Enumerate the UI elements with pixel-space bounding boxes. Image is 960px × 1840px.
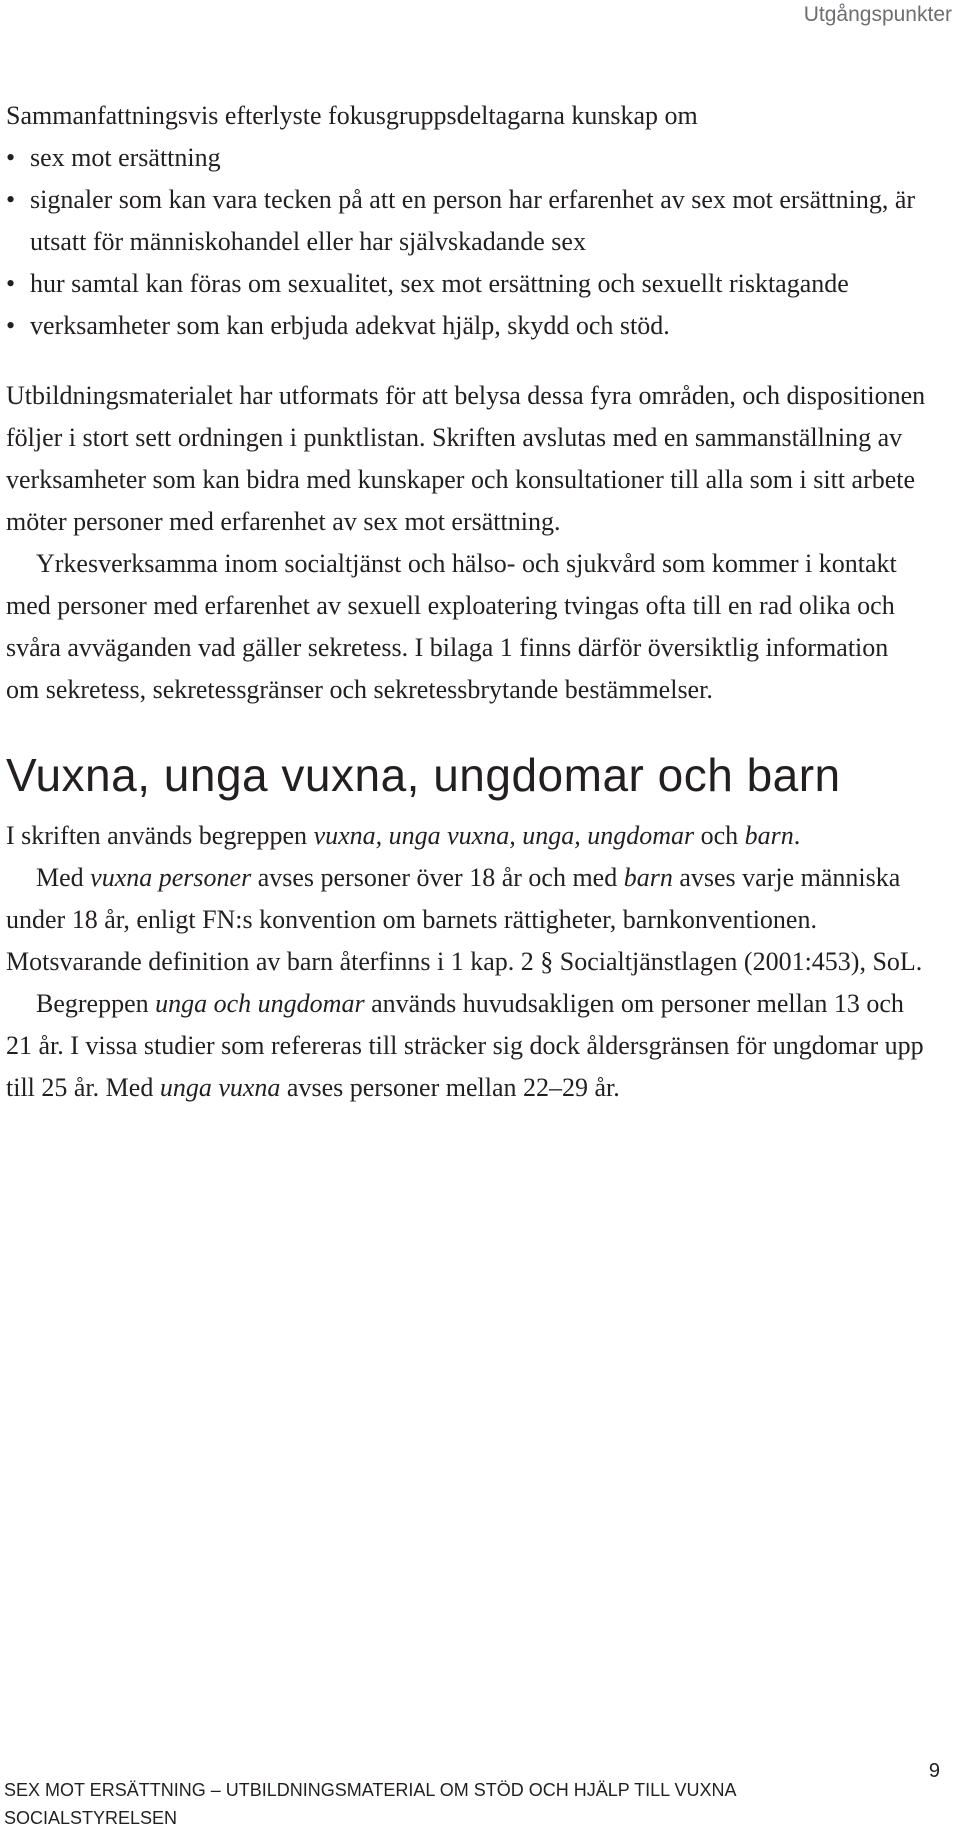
page-footer [4, 1776, 736, 1832]
paragraph-terms: I skriften används begreppen vuxna, unga vuxna, unga, ungdomar och barn. [6, 821, 801, 850]
page-number: 9 [928, 1760, 940, 1782]
paragraph-age-ranges: Begreppen unga och ungdomar används huvudsakligen om personer mellan 13 och 21 år. I vissa studier som refereras till sträcker sig dock åldersgränsen för ungdomar upp till 25 år. Med unga vuxna avses personer mellan 22–29 år. [6, 989, 924, 1102]
bullet-item: • verksamheter som kan erbjuda adekvat hjälp, skydd och stöd. [6, 305, 926, 347]
footer-publisher: SOCIALSTYRELSEN [4, 1808, 178, 1828]
footer-publication-title: SEX MOT ERSÄTTNING – UTBILDNINGSMATERIAL OM STÖD OCH HJÄLP TILL VUXNA [4, 1780, 737, 1800]
bullet-item: • signaler som kan vara tecken på att en person har erfarenhet av sex mot ersättning, är utsatt för människohandel eller har självskadande sex [6, 179, 926, 263]
section-heading: Vuxna, unga vuxna, ungdomar och barn [6, 749, 841, 801]
bullet-list [6, 137, 926, 347]
paragraph-definitions: Med vuxna personer avses personer över 18 år och med barn avses varje människa under 18 år, enligt FN:s konvention om barnets rättigheter, barnkonventionen. Motsvarande definition av barn återfinns i 1 kap. 2 § Socialtjänstlagen (2001:453), SoL. [6, 863, 923, 976]
page-body [6, 95, 926, 1109]
paragraph-confidentiality: Yrkesverksamma inom socialtjänst och hälso- och sjukvård som kommer i kontakt med personer med erfarenhet av sexuell exploatering tvingas ofta till en rad olika och svåra avväganden vad gäller sekretess. I bilaga 1 finns därför översiktlig information om sekretess, sekretessgränser och sekretessbrytande bestämmelser. [6, 549, 897, 704]
paragraph-materials: Utbildningsmaterialet har utformats för att belysa dessa fyra områden, och dispositionen följer i stort sett ordningen i punktlistan. Skriften avslutas med en sammanställning av verksamheter som kan bidra med kunskaper och konsultationer till alla som i sitt arbete möter personer med erfarenhet av sex mot ersättning. [6, 381, 926, 536]
bullet-item: • sex mot ersättning [6, 137, 926, 179]
intro-paragraph: Sammanfattningsvis efterlyste fokusgruppsdeltagarna kunskap om [6, 101, 698, 130]
running-head: Utgångspunkter [803, 3, 952, 26]
bullet-item: • hur samtal kan föras om sexualitet, sex mot ersättning och sexuellt risktagande [6, 263, 926, 305]
